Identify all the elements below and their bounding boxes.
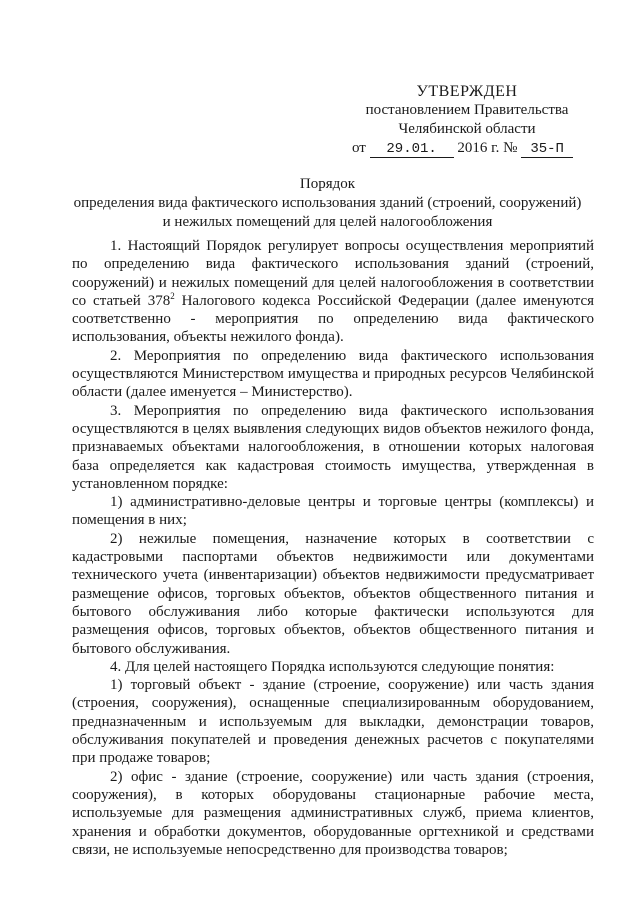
approval-line-2: Челябинской области xyxy=(398,121,536,137)
paragraph-4-item-2: 2) офис - здание (строение, сооружение) или часть здания (строения, сооружения), в которых оборудованы стационарные рабочие места, используемые для размещения административных служб, приема клиентов, хранения и обработки документов, оборудованные оргтехникой и средствами связи, не используемые непосредственно для производства товаров; xyxy=(72,768,594,858)
approval-stamp xyxy=(352,82,582,158)
paragraph-1: 1. Настоящий Порядок регулирует вопросы осуществления мероприятий по определению вида фактического использования зданий (строений, сооружений) и нежилых помещений для целей налогообложения в соответствии со статьей $378^2$ Налогового кодекса Российской Федерации (далее именуются соответственно - мероприятия по определению вида фактического использования, объекты нежилого фонда). xyxy=(72,238,594,346)
approval-date-line xyxy=(352,139,582,158)
approval-heading: УТВЕРЖДЕН xyxy=(416,83,518,100)
paragraph-3-item-1: 1) административно-деловые центры и торговые центры (комплексы) и помещения в них; xyxy=(72,494,594,529)
document-title xyxy=(70,175,585,232)
paragraph-4: 4. Для целей настоящего Порядка используются следующие понятия: xyxy=(110,658,555,675)
paragraph-3-item-2: 2) нежилые помещения, назначение которых в соответствии с кадастровыми паспортами объектов недвижимости или документами технического учета (инвентаризации) объектов недвижимости предусматривает размещение офисов, торговых объектов, объектов общественного питания и бытового обслуживания либо которые фактически используются для размещения офисов, торговых объектов, объектов общественного питания и бытового обслуживания. xyxy=(72,530,594,657)
title-line-3: и нежилых помещений для целей налогообложения xyxy=(162,214,493,230)
superscript: 2 xyxy=(170,290,175,301)
title-line-1: Порядок xyxy=(299,176,356,192)
paragraph-4-item-1: 1) торговый объект - здание (строение, сооружение) или часть здания (строения, сооружения), оснащенные специализированным оборудованием, предназначенным и используемым для выкладки, демонстрации товаров, обслуживания покупателей и проведения денежных расчетов с покупателями при продаже товаров; xyxy=(72,677,594,767)
paragraph-3: 3. Мероприятия по определению вида фактического использования осуществляются в целях выявления следующих видов объектов нежилого фонда, признаваемых объектами налогообложения, в отношении которых налоговая база определяется как кадастровая стоимость имущества, утвержденная в установленном порядке: xyxy=(72,402,594,492)
date-prefix: от xyxy=(352,140,366,156)
paragraph-2: 2. Мероприятия по определению вида фактического использования осуществляются Министерством имущества и природных ресурсов Челябинской области (далее именуется – Министерство). xyxy=(72,347,594,401)
date-value: 29.01. xyxy=(370,141,454,158)
document-number: 35-П xyxy=(521,141,573,158)
approval-line-1: постановлением Правительства xyxy=(365,102,569,118)
title-line-2: определения вида фактического использования зданий (строений, сооружений) xyxy=(73,195,582,211)
date-year: 2016 г. № xyxy=(457,140,518,156)
document-body xyxy=(72,237,594,859)
